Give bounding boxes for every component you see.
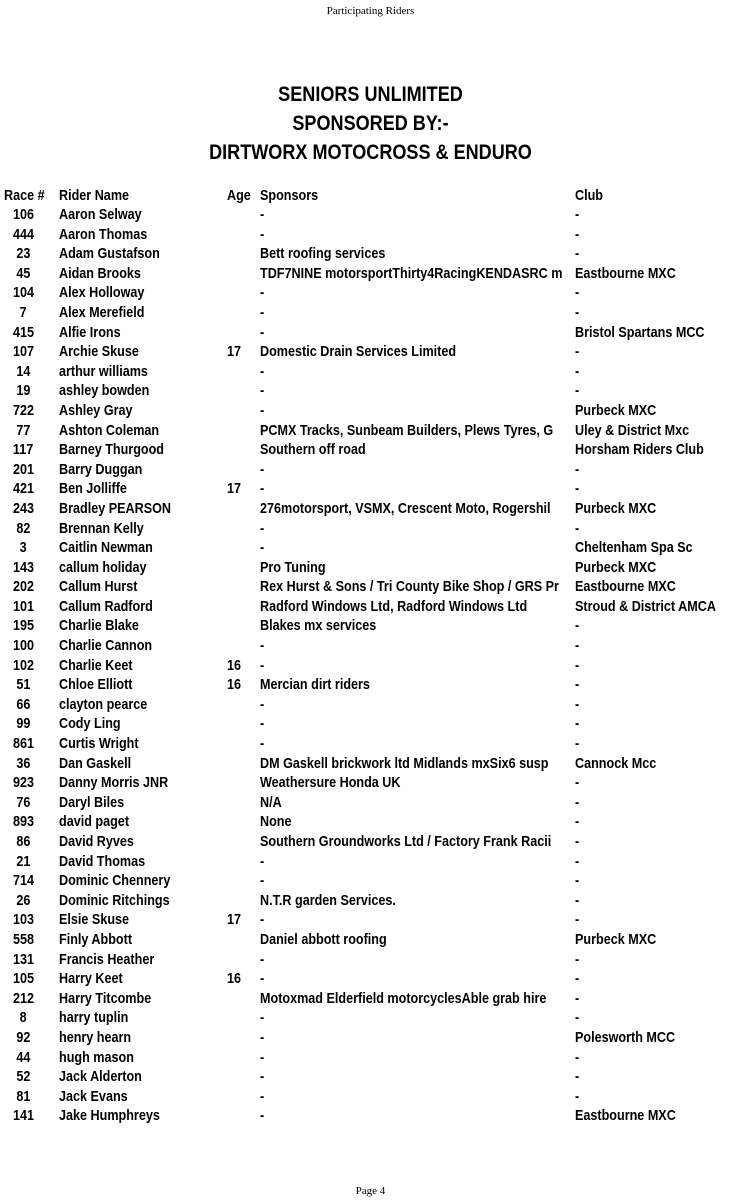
table-row bbox=[0, 597, 741, 617]
sponsors-cell: Domestic Drain Services Limited bbox=[260, 343, 457, 361]
sponsors-cell: - bbox=[260, 539, 265, 557]
table-row bbox=[0, 616, 741, 636]
club-cell: - bbox=[575, 460, 580, 478]
club-cell: - bbox=[575, 362, 580, 380]
table-row bbox=[0, 499, 741, 519]
rider-name-cell: callum holiday bbox=[59, 558, 147, 576]
club-cell: - bbox=[575, 480, 580, 498]
header-race-number: Race # bbox=[4, 187, 45, 204]
race-number-cell: 861 bbox=[12, 735, 35, 753]
sponsors-cell: - bbox=[260, 1048, 265, 1066]
table-row bbox=[0, 812, 741, 832]
page-header: Participating Riders bbox=[326, 5, 415, 17]
club-cell: Cheltenham Spa Sc bbox=[575, 539, 693, 557]
age-cell bbox=[227, 1008, 257, 1028]
sponsors-cell: - bbox=[260, 401, 265, 419]
race-number-cell: 81 bbox=[16, 1087, 31, 1105]
club-cell: - bbox=[575, 950, 580, 968]
race-number-cell: 52 bbox=[16, 1068, 31, 1086]
table-row bbox=[0, 264, 741, 284]
rider-name-cell: David Thomas bbox=[59, 852, 146, 870]
sponsors-cell: - bbox=[260, 656, 265, 674]
club-cell: Eastbourne MXC bbox=[575, 578, 676, 596]
age-cell bbox=[227, 401, 257, 421]
race-number-cell: 100 bbox=[12, 637, 35, 655]
race-number-cell: 195 bbox=[12, 617, 35, 635]
club-cell: - bbox=[575, 852, 580, 870]
race-number-cell: 101 bbox=[12, 597, 35, 615]
header-age: Age bbox=[227, 187, 251, 204]
rider-name-cell: henry hearn bbox=[59, 1028, 132, 1046]
table-row bbox=[0, 421, 741, 441]
rider-name-cell: Harry Titcombe bbox=[59, 989, 152, 1007]
race-number-cell: 923 bbox=[12, 774, 35, 792]
sponsors-cell: - bbox=[260, 382, 265, 400]
sponsors-cell: - bbox=[260, 970, 265, 988]
club-cell: - bbox=[575, 225, 580, 243]
sponsors-cell: Southern off road bbox=[260, 441, 366, 459]
age-cell bbox=[227, 460, 257, 480]
age-cell bbox=[227, 558, 257, 578]
club-cell: Eastbourne MXC bbox=[575, 264, 676, 282]
age-cell bbox=[227, 1048, 257, 1068]
club-cell: - bbox=[575, 989, 580, 1007]
race-number-cell: 212 bbox=[12, 989, 35, 1007]
club-cell: Stroud & District AMCA bbox=[575, 597, 716, 615]
age-cell bbox=[227, 812, 257, 832]
sponsors-cell: - bbox=[260, 695, 265, 713]
race-number-cell: 19 bbox=[16, 382, 31, 400]
race-number-cell: 66 bbox=[16, 695, 31, 713]
table-row bbox=[0, 636, 741, 656]
age-cell bbox=[227, 1028, 257, 1048]
race-number-cell: 8 bbox=[19, 1009, 28, 1027]
race-number-cell: 77 bbox=[16, 421, 31, 439]
rider-name-cell: Brennan Kelly bbox=[59, 519, 144, 537]
rider-name-cell: Bradley PEARSON bbox=[59, 499, 172, 517]
age-cell bbox=[227, 264, 257, 284]
club-cell: - bbox=[575, 715, 580, 733]
age-cell bbox=[227, 1067, 257, 1087]
rider-name-cell: Francis Heather bbox=[59, 950, 155, 968]
club-cell: - bbox=[575, 970, 580, 988]
rider-name-cell: Chloe Elliott bbox=[59, 676, 133, 694]
sponsors-cell: - bbox=[260, 1009, 265, 1027]
age-cell bbox=[227, 1087, 257, 1107]
race-number-cell: 893 bbox=[12, 813, 35, 831]
rider-name-cell: harry tuplin bbox=[59, 1009, 129, 1027]
club-cell: Eastbourne MXC bbox=[575, 1107, 676, 1125]
age-cell bbox=[227, 244, 257, 264]
rider-name-cell: Callum Radford bbox=[59, 597, 153, 615]
race-number-cell: 102 bbox=[12, 656, 35, 674]
sponsors-cell: - bbox=[260, 362, 265, 380]
age-cell bbox=[227, 225, 257, 245]
table-row bbox=[0, 1067, 741, 1087]
club-cell: - bbox=[575, 617, 580, 635]
age-cell bbox=[227, 636, 257, 656]
sponsors-cell: Rex Hurst & Sons / Tri County Bike Shop / GRS Pr bbox=[260, 578, 559, 596]
table-row bbox=[0, 1106, 741, 1126]
table-row bbox=[0, 283, 741, 303]
club-cell: - bbox=[575, 695, 580, 713]
race-number-cell: 722 bbox=[12, 401, 35, 419]
sponsors-cell: - bbox=[260, 1068, 265, 1086]
sponsors-cell: Blakes mx services bbox=[260, 617, 377, 635]
table-row bbox=[0, 950, 741, 970]
table-row bbox=[0, 205, 741, 225]
sponsors-cell: - bbox=[260, 284, 265, 302]
age-cell bbox=[227, 930, 257, 950]
club-cell: - bbox=[575, 382, 580, 400]
table-row bbox=[0, 440, 741, 460]
sponsors-cell: - bbox=[260, 911, 265, 929]
rider-name-cell: Caitlin Newman bbox=[59, 539, 153, 557]
club-cell: Purbeck MXC bbox=[575, 930, 657, 948]
sponsors-cell: PCMX Tracks, Sunbeam Builders, Plews Tyres, G bbox=[260, 421, 554, 439]
table-row bbox=[0, 714, 741, 734]
table-row bbox=[0, 1028, 741, 1048]
age-cell bbox=[227, 773, 257, 793]
table-row bbox=[0, 362, 741, 382]
sponsors-cell: - bbox=[260, 950, 265, 968]
age-cell bbox=[227, 597, 257, 617]
club-cell: Purbeck MXC bbox=[575, 401, 657, 419]
club-cell: - bbox=[575, 303, 580, 321]
club-cell: - bbox=[575, 1048, 580, 1066]
age-cell bbox=[227, 283, 257, 303]
club-cell: Purbeck MXC bbox=[575, 558, 657, 576]
header-sponsors: Sponsors bbox=[260, 187, 319, 204]
race-number-cell: 106 bbox=[12, 206, 35, 223]
race-number-cell: 107 bbox=[12, 343, 35, 361]
table-row bbox=[0, 852, 741, 872]
table-row bbox=[0, 773, 741, 793]
rider-name-cell: Charlie Keet bbox=[59, 656, 133, 674]
document-titles bbox=[52, 80, 689, 167]
club-cell: Purbeck MXC bbox=[575, 499, 657, 517]
rider-name-cell: Alfie Irons bbox=[59, 323, 121, 341]
table-row bbox=[0, 1048, 741, 1068]
sponsors-cell: Weathersure Honda UK bbox=[260, 774, 401, 792]
sponsors-cell: - bbox=[260, 206, 265, 223]
race-number-cell: 82 bbox=[16, 519, 31, 537]
age-cell bbox=[227, 499, 257, 519]
age-cell: 16 bbox=[227, 970, 242, 988]
table-row bbox=[0, 891, 741, 911]
table-row bbox=[0, 656, 741, 676]
race-number-cell: 86 bbox=[16, 833, 31, 850]
table-row bbox=[0, 1087, 741, 1107]
rider-name-cell: Dominic Chennery bbox=[59, 872, 171, 890]
race-number-cell: 44 bbox=[16, 1048, 31, 1066]
title-sponsored-by: SPONSORED BY:- bbox=[292, 112, 449, 135]
sponsors-cell: - bbox=[260, 1107, 265, 1125]
race-number-cell: 143 bbox=[12, 558, 35, 576]
race-number-cell: 131 bbox=[12, 950, 35, 968]
sponsors-cell: Bett roofing services bbox=[260, 245, 386, 263]
rider-name-cell: Jake Humphreys bbox=[59, 1107, 160, 1125]
rider-name-cell: Dominic Ritchings bbox=[59, 891, 170, 909]
sponsors-cell: - bbox=[260, 852, 265, 870]
rider-name-cell: Archie Skuse bbox=[59, 343, 139, 361]
table-row bbox=[0, 734, 741, 754]
race-number-cell: 202 bbox=[12, 578, 35, 596]
table-row bbox=[0, 244, 741, 264]
race-number-cell: 141 bbox=[12, 1107, 35, 1125]
sponsors-cell: - bbox=[260, 480, 265, 498]
age-cell bbox=[227, 695, 257, 715]
race-number-cell: 14 bbox=[16, 362, 31, 380]
club-cell: - bbox=[575, 519, 580, 537]
age-cell bbox=[227, 1106, 257, 1126]
sponsors-cell: TDF7NINE motorsportThirty4RacingKENDASRC m bbox=[260, 264, 563, 282]
race-number-cell: 45 bbox=[16, 264, 31, 282]
age-cell bbox=[227, 891, 257, 911]
rider-name-cell: arthur williams bbox=[59, 362, 148, 380]
rider-name-cell: Harry Keet bbox=[59, 970, 123, 988]
club-cell: - bbox=[575, 676, 580, 694]
header-club: Club bbox=[575, 187, 603, 204]
table-row bbox=[0, 969, 741, 989]
age-cell bbox=[227, 519, 257, 539]
page-footer: Page 4 bbox=[355, 1185, 386, 1197]
age-cell bbox=[227, 538, 257, 558]
sponsors-cell: N.T.R garden Services. bbox=[260, 891, 396, 909]
sponsors-cell: - bbox=[260, 637, 265, 655]
table-row bbox=[0, 577, 741, 597]
age-cell: 17 bbox=[227, 343, 242, 361]
table-row bbox=[0, 910, 741, 930]
sponsors-cell: Pro Tuning bbox=[260, 558, 326, 576]
rider-name-cell: Jack Evans bbox=[59, 1087, 128, 1105]
club-cell: - bbox=[575, 891, 580, 909]
rider-name-cell: Aaron Selway bbox=[59, 206, 142, 223]
race-number-cell: 76 bbox=[16, 793, 31, 811]
age-cell bbox=[227, 871, 257, 891]
rider-name-cell: Aidan Brooks bbox=[59, 264, 141, 282]
age-cell bbox=[227, 989, 257, 1009]
rider-name-cell: hugh mason bbox=[59, 1048, 134, 1066]
sponsors-cell: - bbox=[260, 1087, 265, 1105]
club-cell: - bbox=[575, 735, 580, 753]
club-cell: Horsham Riders Club bbox=[575, 441, 704, 459]
sponsors-cell: - bbox=[260, 460, 265, 478]
header-rider-name: Rider Name bbox=[59, 187, 130, 204]
age-cell bbox=[227, 852, 257, 872]
rider-name-cell: Dan Gaskell bbox=[59, 754, 132, 772]
race-number-cell: 21 bbox=[16, 852, 31, 870]
table-row bbox=[0, 675, 741, 695]
sponsors-cell: Mercian dirt riders bbox=[260, 676, 370, 694]
rider-name-cell: Ashton Coleman bbox=[59, 421, 160, 439]
table-row bbox=[0, 225, 741, 245]
race-number-cell: 23 bbox=[16, 245, 31, 263]
rider-name-cell: Adam Gustafson bbox=[59, 245, 160, 263]
sponsors-cell: - bbox=[260, 323, 265, 341]
rider-name-cell: Jack Alderton bbox=[59, 1068, 142, 1086]
table-row bbox=[0, 793, 741, 813]
rider-name-cell: Elsie Skuse bbox=[59, 911, 130, 929]
sponsors-cell: - bbox=[260, 872, 265, 890]
rider-name-cell: david paget bbox=[59, 813, 130, 831]
table-row bbox=[0, 754, 741, 774]
age-cell bbox=[227, 616, 257, 636]
club-cell: Cannock Mcc bbox=[575, 754, 657, 772]
sponsors-cell: Motoxmad Elderfield motorcyclesAble grab hire bbox=[260, 989, 547, 1007]
sponsors-cell: - bbox=[260, 225, 265, 243]
club-cell: - bbox=[575, 911, 580, 929]
table-row bbox=[0, 519, 741, 539]
rider-name-cell: Aaron Thomas bbox=[59, 225, 148, 243]
age-cell bbox=[227, 303, 257, 323]
rider-name-cell: Cody Ling bbox=[59, 715, 121, 733]
race-number-cell: 714 bbox=[12, 872, 35, 890]
rider-name-cell: Daryl Biles bbox=[59, 793, 125, 811]
table-row bbox=[0, 558, 741, 578]
race-number-cell: 243 bbox=[12, 499, 35, 517]
table-row bbox=[0, 401, 741, 421]
club-cell: - bbox=[575, 813, 580, 831]
sponsors-cell: Daniel abbott roofing bbox=[260, 930, 387, 948]
race-number-cell: 104 bbox=[12, 284, 35, 302]
age-cell bbox=[227, 714, 257, 734]
age-cell bbox=[227, 440, 257, 460]
rider-name-cell: Ashley Gray bbox=[59, 401, 133, 419]
age-cell: 17 bbox=[227, 911, 242, 929]
table-row bbox=[0, 479, 741, 499]
race-number-cell: 7 bbox=[19, 303, 28, 321]
race-number-cell: 558 bbox=[12, 930, 35, 948]
rider-name-cell: Barney Thurgood bbox=[59, 441, 165, 459]
age-cell bbox=[227, 323, 257, 343]
race-number-cell: 105 bbox=[12, 970, 35, 988]
age-cell bbox=[227, 754, 257, 774]
age-cell: 16 bbox=[227, 676, 242, 694]
rider-name-cell: Ben Jolliffe bbox=[59, 480, 127, 498]
sponsors-cell: - bbox=[260, 519, 265, 537]
age-cell bbox=[227, 950, 257, 970]
age-cell: 16 bbox=[227, 656, 242, 674]
race-number-cell: 415 bbox=[12, 323, 35, 341]
race-number-cell: 201 bbox=[12, 460, 35, 478]
club-cell: - bbox=[575, 872, 580, 890]
rider-name-cell: Barry Duggan bbox=[59, 460, 143, 478]
sponsors-cell: 276motorsport, VSMX, Crescent Moto, Rogershil bbox=[260, 499, 551, 517]
club-cell: - bbox=[575, 793, 580, 811]
age-cell bbox=[227, 205, 257, 225]
sponsors-cell: Radford Windows Ltd, Radford Windows Ltd bbox=[260, 597, 528, 615]
club-cell: - bbox=[575, 1009, 580, 1027]
race-number-cell: 117 bbox=[13, 441, 34, 459]
club-cell: - bbox=[575, 637, 580, 655]
club-cell: - bbox=[575, 343, 580, 361]
table-row bbox=[0, 1008, 741, 1028]
rider-name-cell: Callum Hurst bbox=[59, 578, 138, 596]
table-row bbox=[0, 323, 741, 343]
race-number-cell: 103 bbox=[12, 911, 35, 929]
club-cell: - bbox=[575, 774, 580, 792]
age-cell bbox=[227, 381, 257, 401]
club-cell: - bbox=[575, 656, 580, 674]
club-cell: Uley & District Mxc bbox=[575, 421, 690, 439]
rider-name-cell: Finly Abbott bbox=[59, 930, 133, 948]
club-cell: - bbox=[575, 284, 580, 302]
table-header-row bbox=[0, 186, 741, 205]
sponsors-cell: N/A bbox=[260, 793, 282, 811]
table-body bbox=[0, 205, 741, 1126]
club-cell: Polesworth MCC bbox=[575, 1028, 676, 1046]
age-cell bbox=[227, 734, 257, 754]
sponsors-cell: Southern Groundworks Ltd / Factory Frank Racii bbox=[260, 833, 552, 850]
race-number-cell: 99 bbox=[16, 715, 31, 733]
club-cell: - bbox=[575, 245, 580, 263]
age-cell bbox=[227, 421, 257, 441]
race-number-cell: 3 bbox=[19, 539, 28, 557]
race-number-cell: 26 bbox=[16, 891, 31, 909]
rider-name-cell: ashley bowden bbox=[59, 382, 150, 400]
table-row bbox=[0, 342, 741, 362]
club-cell: - bbox=[575, 1068, 580, 1086]
sponsors-cell: - bbox=[260, 735, 265, 753]
table-row bbox=[0, 930, 741, 950]
sponsors-cell: - bbox=[260, 303, 265, 321]
table-row bbox=[0, 381, 741, 401]
riders-table bbox=[0, 186, 741, 1126]
table-row bbox=[0, 989, 741, 1009]
rider-name-cell: Charlie Blake bbox=[59, 617, 139, 635]
table-row bbox=[0, 303, 741, 323]
title-sponsor-name: DIRTWORX MOTOCROSS & ENDURO bbox=[209, 141, 532, 164]
sponsors-cell: - bbox=[260, 715, 265, 733]
age-cell: 17 bbox=[227, 480, 242, 498]
title-class: SENIORS UNLIMITED bbox=[278, 83, 463, 106]
rider-name-cell: Alex Merefield bbox=[59, 303, 145, 321]
age-cell bbox=[227, 577, 257, 597]
rider-name-cell: David Ryves bbox=[59, 833, 134, 850]
age-cell bbox=[227, 832, 257, 852]
club-cell: Bristol Spartans MCC bbox=[575, 323, 705, 341]
club-cell: - bbox=[575, 206, 580, 223]
rider-name-cell: Alex Holloway bbox=[59, 284, 145, 302]
race-number-cell: 51 bbox=[16, 676, 31, 694]
rider-name-cell: Charlie Cannon bbox=[59, 637, 153, 655]
sponsors-cell: None bbox=[260, 813, 292, 831]
race-number-cell: 36 bbox=[16, 754, 31, 772]
sponsors-cell: DM Gaskell brickwork ltd Midlands mxSix6 susp bbox=[260, 754, 549, 772]
sponsors-cell: - bbox=[260, 1028, 265, 1046]
race-number-cell: 444 bbox=[12, 225, 35, 243]
table-row bbox=[0, 832, 741, 852]
age-cell bbox=[227, 793, 257, 813]
table-row bbox=[0, 460, 741, 480]
club-cell: - bbox=[575, 1087, 580, 1105]
race-number-cell: 421 bbox=[12, 480, 35, 498]
race-number-cell: 92 bbox=[16, 1028, 31, 1046]
rider-name-cell: Danny Morris JNR bbox=[59, 774, 169, 792]
age-cell bbox=[227, 362, 257, 382]
table-row bbox=[0, 871, 741, 891]
table-row bbox=[0, 538, 741, 558]
club-cell: - bbox=[575, 833, 580, 850]
rider-name-cell: clayton pearce bbox=[59, 695, 148, 713]
rider-name-cell: Curtis Wright bbox=[59, 735, 139, 753]
table-row bbox=[0, 695, 741, 715]
